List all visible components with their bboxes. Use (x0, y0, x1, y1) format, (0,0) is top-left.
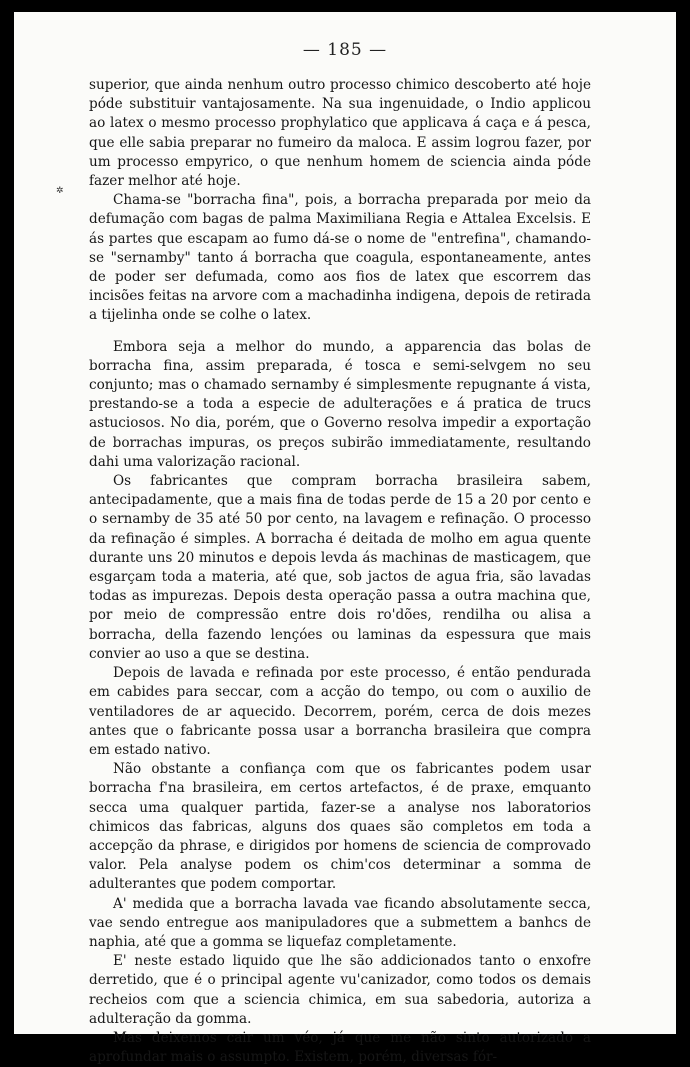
paragraph: E' neste estado liquido que lhe são addicionados tanto o enxofre derretido, que é o principal agente vu'canizador, como todos os demais recheios com que a sciencia chimica, em sua sabedoria, autoriza a adulteração da gomma. (89, 953, 591, 1027)
margin-mark: ✲ (56, 186, 64, 196)
page-number: — 185 — (302, 40, 388, 60)
book-page (14, 12, 676, 1066)
paragraph: Depois de lavada e refinada por este processo, é então pendurada em cabides para seccar, com a acção do tempo, ou com o auxilio de ventiladores de ar aquecido. Decorrem, porém, cerca de dois mezes antes que o fabricante possa usar a borrancha brasileira que compra em estado nativo. (89, 665, 591, 758)
paragraph: Embora seja a melhor do mundo, a apparencia das bolas de borracha fina, assim preparada, é tosca e semi-selvgem no seu conjunto; mas o chamado sernamby é simplesmente repugnante á vista, prestando-se a toda a especie de adulterações e á pratica de trucs astuciosos. No dia, porém, que o Governo resolva impedir a exportação de borrachas impuras, os preços subirão immediatamente, resultando dahi uma valorização racional. (89, 338, 591, 470)
paragraph: Mas deixemos cair um véo, já que me não sinto autorizado a aprofundar mais o assumpto. Existem, porém, diversas fór- (89, 1029, 591, 1066)
paragraph: A' medida que a borracha lavada vae ficando absolutamente secca, vae sendo entregue aos manipuladores que a submettem a banhcs de naphia, até que a gomma se liquefaz completamente. (89, 895, 591, 950)
paragraph: Não obstante a confiança com que os fabricantes podem usar borracha f'na brasileira, em certos artefactos, é de praxe, emquanto secca uma qualquer partida, fazer-se a analyse nos laboratorios chimicos das fabricas, alguns dos quaes são completos em toda a accepção da phrase, e dirigidos por homens de sciencia de comprovado valor. Pela analyse podem os chim'cos determinar a somma de adulterantes que podem comportar. (89, 761, 591, 893)
body-text (89, 76, 591, 1067)
paragraph: Chama-se "borracha fina", pois, a borracha preparada por meio da defumação com bagas de palma Maximiliana Regia e Attalea Excelsis. E ás partes que escapam ao fumo dá-se o nome de "entrefina", chamando-se "sernamby" tanto á borracha que coagula, espontaneamente, antes de poder ser defumada, como aos fios de latex que escorrem das incisões feitas na arvore com a machadinha indigena, depois de retirada a tijelinha onde se colhe o latex. (89, 192, 591, 324)
paragraph: superior, que ainda nenhum outro processo chimico descoberto até hoje póde substituir vantajosamente. Na sua ingenuidade, o Indio applicou ao latex o mesmo processo prophylatico que applicava á caça e á pesca, que elle sabia preparar no fumeiro da maloca. E assim logrou fazer, por um processo empyrico, o que nenhum homem de sciencia ainda póde fazer melhor até hoje. (89, 77, 591, 190)
paragraph: Os fabricantes que compram borracha brasileira sabem, antecipadamente, que a mais fina de todas perde de 15 a 20 por cento e o sernamby de 35 até 50 por cento, na lavagem e refinação. O processo da refinação é simples. A borracha é deitada de molho em agua quente durante uns 20 minutos e depois levda ás machinas de masticagem, que esgarçam toda a materia, até que, sob jactos de agua fria, são lavadas todas as impurezas. Depois desta operação passa a outra machina que, por meio de compressão entre dois ro'dões, rendilha ou alisa a borracha, della fazendo lençóes ou laminas da espessura que mais convier ao uso a que se destina. (89, 473, 591, 662)
